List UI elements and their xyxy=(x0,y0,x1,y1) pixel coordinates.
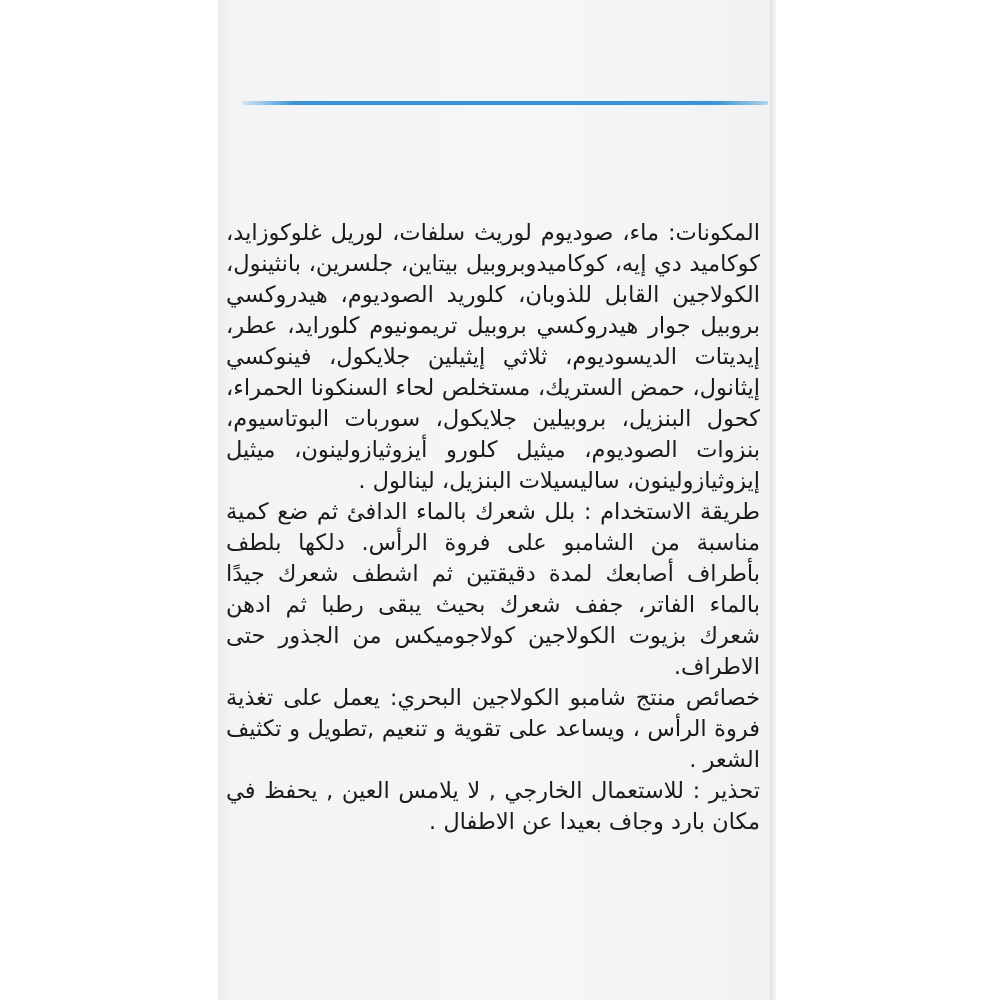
warning-paragraph: تحذير : للاستعمال الخارجي , لا يلامس العين , يحفظ في مكان بارد وجاف بعيدا عن الاطفال . xyxy=(226,778,760,835)
ingredients-paragraph: المكونات: ماء، صوديوم لوريث سلفات، لوريل غلوكوزايد، كوكاميد دي إيه، كوكاميدوبروبيل بيتاين، جلسرين، بانثينول، الكولاجين القابل للذوبان، كلوريد الصوديوم، هيدروكسي بروبيل جوار هيدروكسي بروبيل تريمونيوم كلورايد، عطر، إيديتات الديسوديوم، ثلاثي إيثيلين جلايكول، فينوكسي إيثانول، حمض الستريك، مستخلص لحاء السنكونا الحمراء، كحول البنزيل، بروبيلين جلايكول، سوربات البوتاسيوم، بنزوات الصوديوم، ميثيل كلورو أيزوثيازولينون، ميثيل إيزوثيازولينون، ساليسيلات البنزيل، لينالول . xyxy=(226,220,760,494)
box-edge-shadow xyxy=(770,0,776,1000)
blue-accent-line xyxy=(242,101,768,105)
label-text-block xyxy=(226,218,760,838)
usage-paragraph: طريقة الاستخدام : بلل شعرك بالماء الدافئ ثم ضع كمية مناسبة من الشامبو على فروة الرأس. دلكها بلطف بأطراف أصابعك لمدة دقيقتين ثم اشطف شعرك جيدًا بالماء الفاتر، جفف شعرك بحيث يبقى رطبا ثم ادهن شعرك بزيوت الكولاجين كولاجوميكس من الجذور حتى الاطراف. xyxy=(226,499,760,680)
features-paragraph: خصائص منتج شامبو الكولاجين البحري: يعمل على تغذية فروة الرأس ، ويساعد على تقوية و تنعيم ,تطويل و تكثيف الشعر . xyxy=(226,685,760,773)
